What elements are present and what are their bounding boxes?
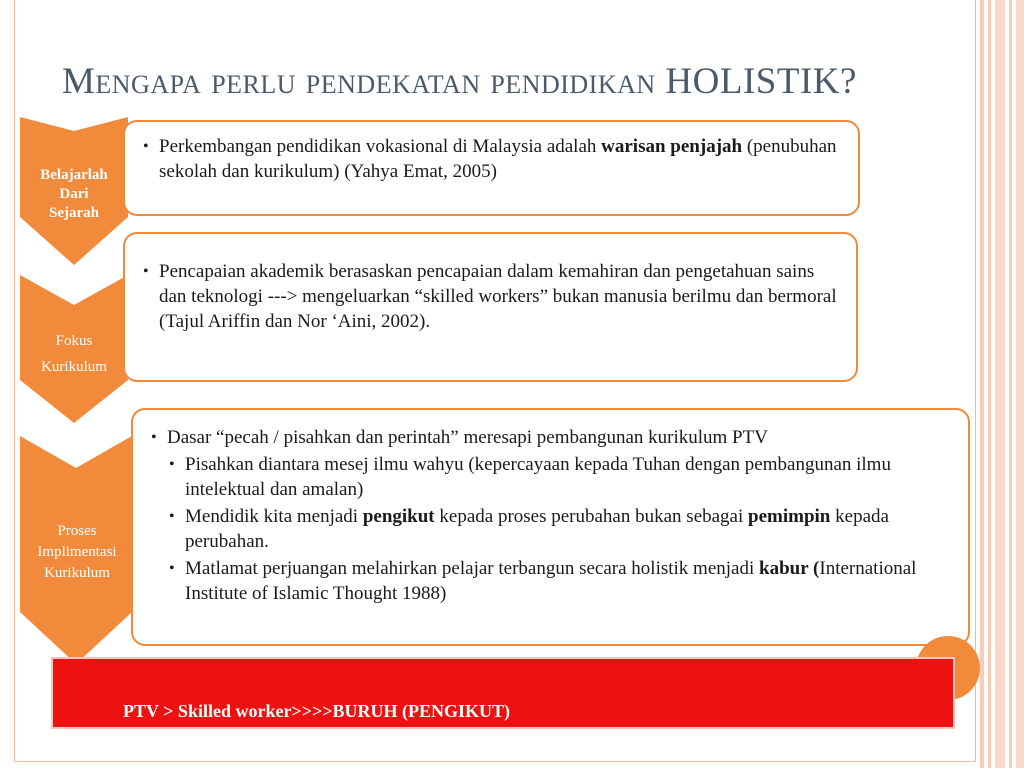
banner-text: PTV > Skilled worker>>>>BURUH (PENGIKUT) xyxy=(123,701,510,721)
content-box-3 xyxy=(131,408,970,646)
bullet-item: • Pencapaian akademik berasaskan pencapaian dalam kemahiran dan pengetahuan sains dan teknologi ---> mengeluarkan “skilled workers” bukan manusia berilmu dan bermoral (Tajul Ariffin dan Nor ‘Aini, 2002). xyxy=(143,259,838,334)
section-label-1: Belajarlah Dari Sejarah xyxy=(40,167,108,221)
bullet-item: • Dasar “pecah / pisahkan dan perintah” meresapi pembangunan kurikulum PTV xyxy=(151,425,950,450)
page-title: Mengapa perlu pendekatan pendidikan HOLISTIK? xyxy=(62,61,857,102)
section-label-2: Fokus Kurikulum xyxy=(41,333,107,375)
bullet-item: • Perkembangan pendidikan vokasional di Malaysia adalah warisan penjajah (penubuhan sekolah dan kurikulum) (Yahya Emat, 2005) xyxy=(143,134,840,184)
sub-bullet-item: • Matlamat perjuangan melahirkan pelajar terbangun secara holistik menjadi kabur (International Institute of Islamic Thought 1988) xyxy=(151,556,950,606)
decorative-stripes xyxy=(980,0,1024,768)
sub-bullet-item: • Pisahkan diantara mesej ilmu wahyu (kepercayaan kepada Tuhan dengan pembangunan ilmu intelektual dan amalan) xyxy=(151,452,950,502)
content-box-1 xyxy=(123,120,860,216)
sub-bullet-item: • Mendidik kita menjadi pengikut kepada proses perubahan bukan sebagai pemimpin kepada perubahan. xyxy=(151,504,950,554)
content-box-2 xyxy=(123,232,858,382)
summary-banner xyxy=(51,657,955,729)
section-label-3: Proses Implimentasi Kurikulum xyxy=(37,523,117,581)
